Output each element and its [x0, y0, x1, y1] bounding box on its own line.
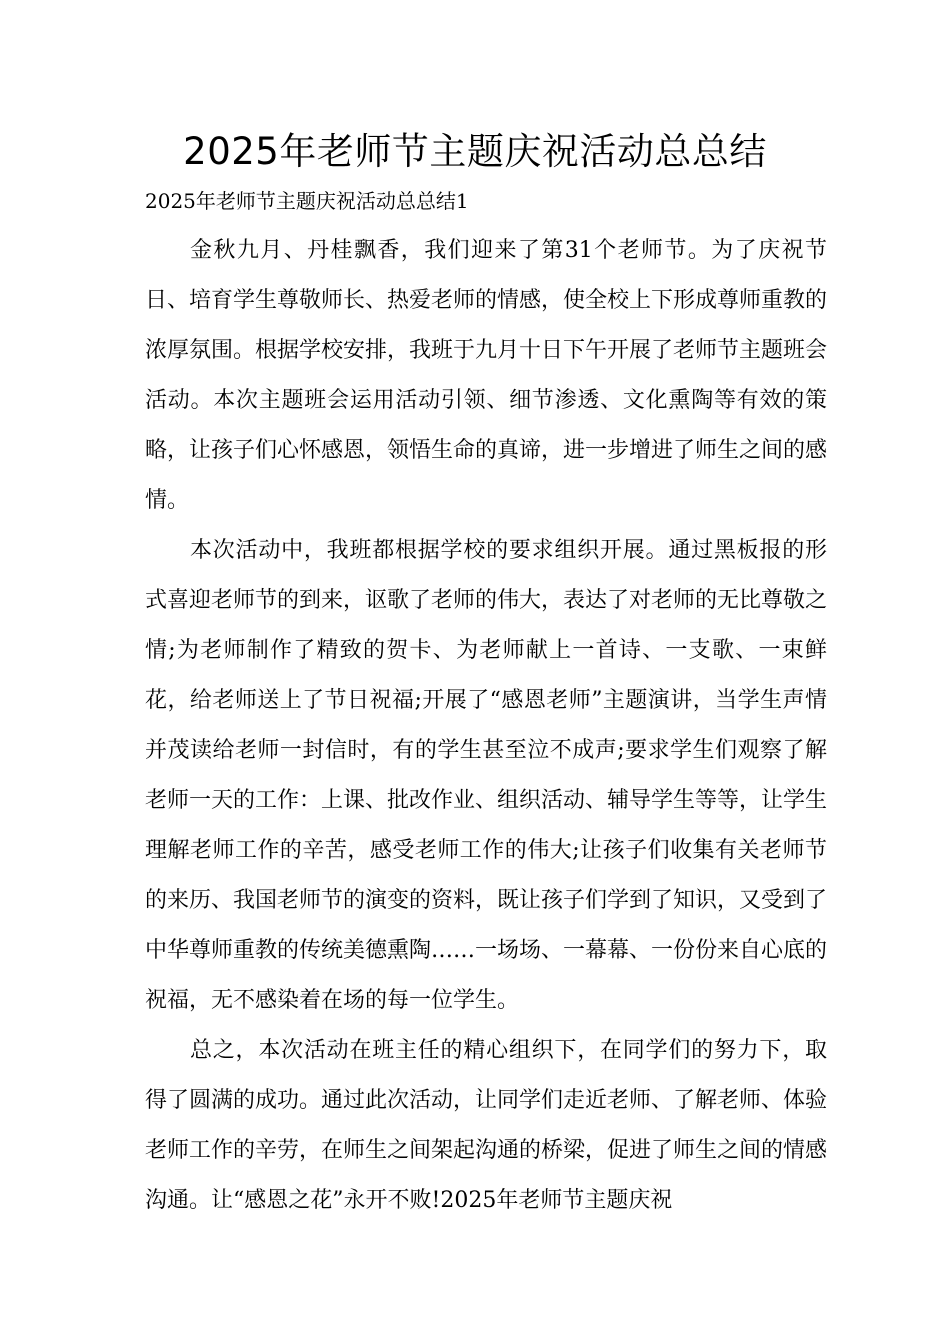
- document-body: [145, 226, 827, 1226]
- paragraph-activities: 本次活动中，我班都根据学校的要求组织开展。通过黑板报的形式喜迎老师节的到来，讴歌了老师的伟大，表达了对老师的无比尊敬之情;为老师制作了精致的贺卡、为老师献上一首诗、一支歌、一束鲜花，给老师送上了节日祝福;开展了“感恩老师”主题演讲，当学生声情并茂读给老师一封信时，有的学生甚至泣不成声;要求学生们观察了解老师一天的工作：上课、批改作业、组织活动、辅导学生等等，让学生理解老师工作的辛苦，感受老师工作的伟大;让孩子们收集有关老师节的来历、我国老师节的演变的资料，既让孩子们学到了知识，又受到了中华尊师重教的传统美德熏陶……一场场、一幕幕、一份份来自心底的祝福，无不感染着在场的每一位学生。: [145, 538, 828, 1013]
- document-title: 2025年老师节主题庆祝活动总总结: [183, 130, 767, 173]
- paragraph-conclusion: 总之，本次活动在班主任的精心组织下，在同学们的努力下，取得了圆满的成功。通过此次活动，让同学们走近老师、了解老师、体验老师工作的辛劳，在师生之间架起沟通的桥梁，促进了师生之间的情感沟通。让“感恩之花”永开不败!2025年老师节主题庆祝: [145, 1038, 828, 1213]
- paragraph-intro: 金秋九月、丹桂飘香，我们迎来了第31个老师节。为了庆祝节日、培育学生尊敬师长、热爱老师的情感，使全校上下形成尊师重教的浓厚氛围。根据学校安排，我班于九月十日下午开展了老师节主题班会活动。本次主题班会运用活动引领、细节渗透、文化熏陶等有效的策略，让孩子们心怀感恩，领悟生命的真谛，进一步增进了师生之间的感情。: [145, 238, 828, 513]
- section-heading: 2025年老师节主题庆祝活动总总结1: [145, 189, 469, 213]
